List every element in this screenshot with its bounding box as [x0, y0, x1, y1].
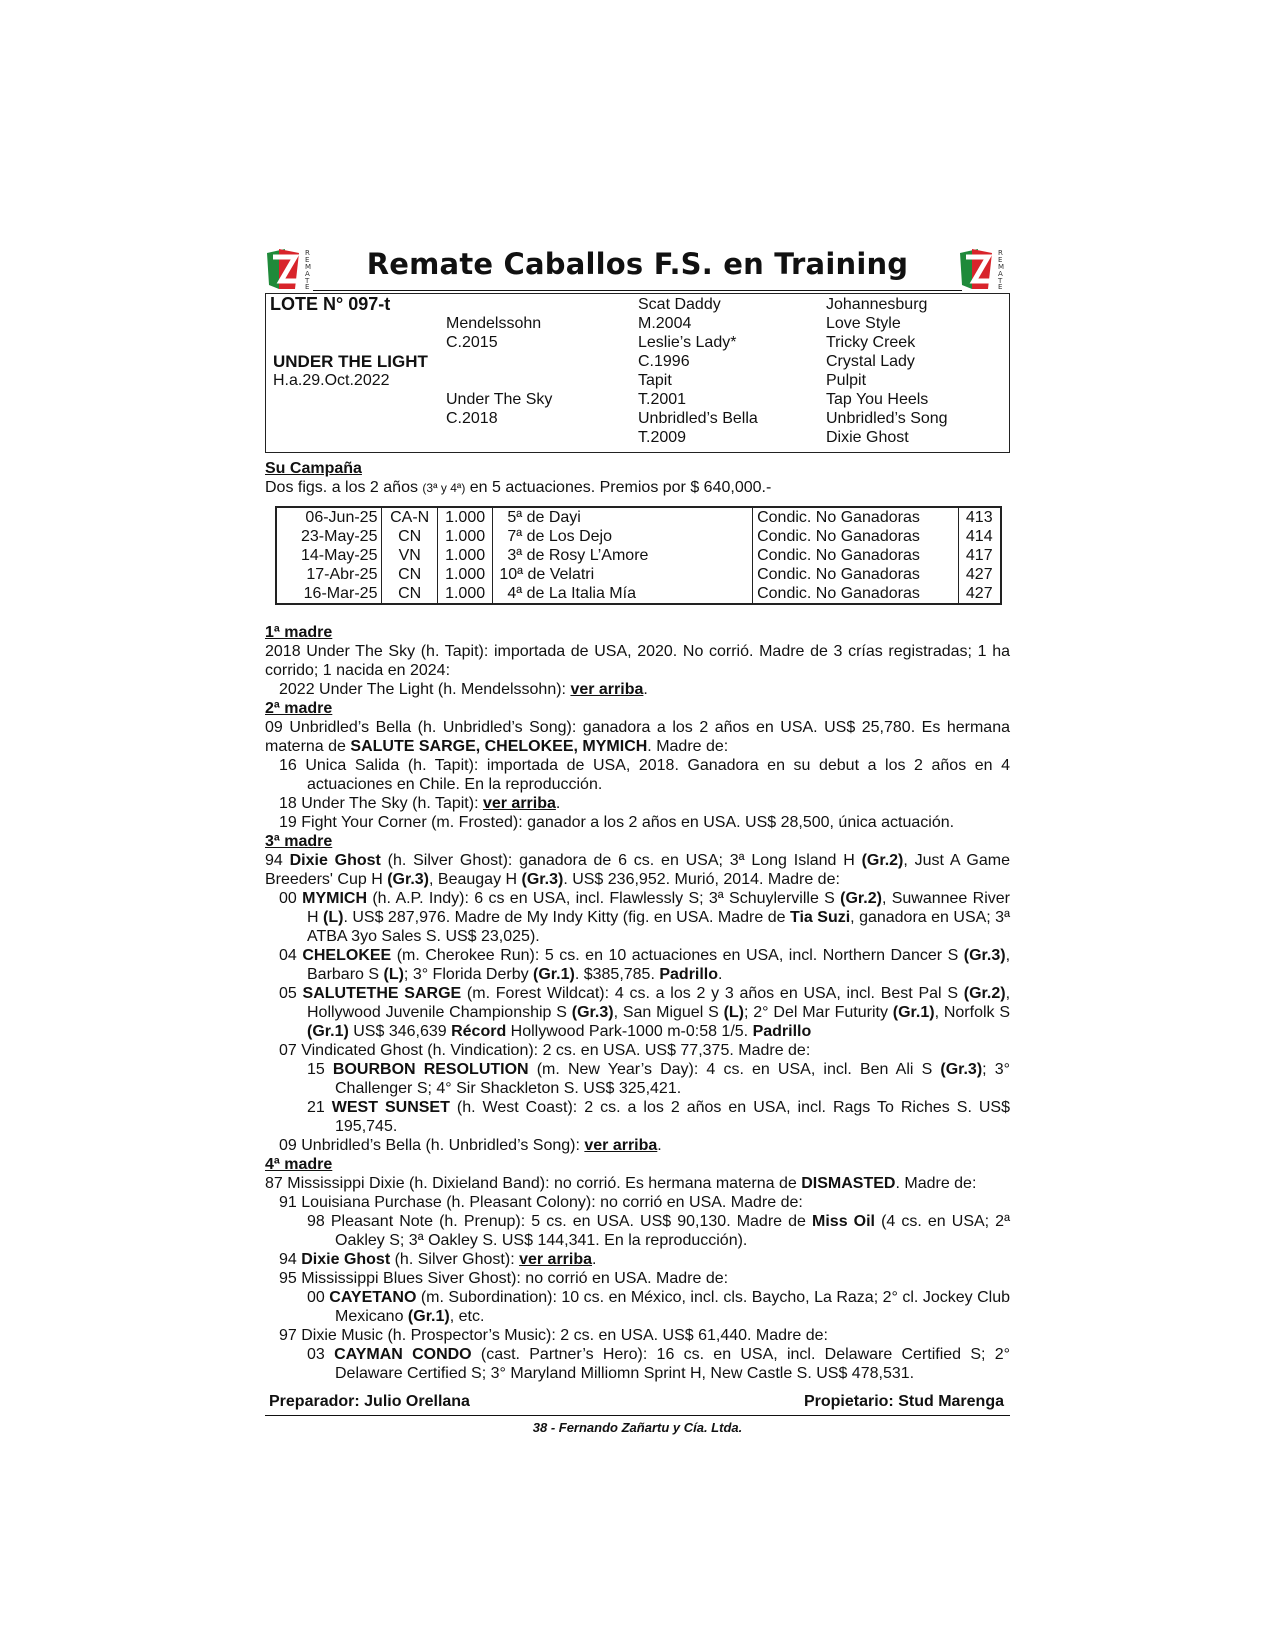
dam-name: Under The Sky [446, 391, 553, 408]
pedigree-col3-item: Tapit [638, 372, 672, 389]
horse-name: UNDER THE LIGHT [273, 352, 428, 371]
sire-info: C.2015 [446, 334, 498, 351]
trainer-label: Preparador: Julio Orellana [269, 1393, 470, 1410]
lot-number: LOTE N° 097-t [270, 294, 391, 314]
campaign-heading: Su Campaña [265, 460, 362, 477]
table-row: 14-May-25 VN 1.000 3ª de Rosy L’Amore Condic. No Ganadoras 417 [276, 546, 1001, 565]
owner-label: Propietario: Stud Marenga [803, 1393, 1004, 1410]
svg-text:T: T [998, 277, 1003, 285]
ver-arriba-link[interactable]: ver arriba [519, 1251, 593, 1268]
family-section [265, 623, 1010, 1383]
pedigree-col4-item: Dixie Ghost [826, 429, 909, 446]
svg-text:A: A [998, 270, 1003, 278]
logo-text: R [305, 249, 310, 257]
footer-divider [265, 1415, 1010, 1416]
campaign-section [265, 459, 1010, 605]
svg-text:A: A [305, 270, 310, 278]
ver-arriba-link[interactable]: ver arriba [570, 681, 644, 698]
table-row: 17-Abr-25 CN 1.000 10ª de Velatri Condic. No Ganadoras 427 [276, 565, 1001, 584]
pedigree-col4-item: Tap You Heels [826, 391, 929, 408]
third-dam-heading: 3ª madre [265, 833, 333, 850]
list-item: 95 Mississippi Blues Siver Ghost): no corrió en USA. Madre de: [279, 1270, 729, 1287]
svg-text:M: M [998, 263, 1005, 271]
list-item: 19 Fight Your Corner (m. Frosted): ganador a los 2 años en USA. US$ 28,500, única actuación. [279, 814, 955, 831]
svg-text:E: E [998, 283, 1003, 291]
list-item: 03 CAYMAN CONDO (cast. Partner’s Hero): 16 cs. en USA, incl. Delaware Certified S; 2° Delaware Certified S; 3° Maryland Milliomn Sprint H, New Castle S. US$ 478,531. [307, 1346, 1011, 1382]
page-footer: 38 - Fernando Zañartu y Cía. Ltda. [532, 1420, 743, 1435]
table-row: 06-Jun-25 CA-N 1.000 5ª de Dayi Condic. No Ganadoras 413 [276, 507, 1001, 527]
list-item: 00 CAYETANO (m. Subordination): 10 cs. en México, incl. cls. Baycho, La Raza; 2° cl. Jockey Club Mexicano (Gr.1), etc. [307, 1289, 1010, 1325]
pedigree-box [265, 293, 1010, 453]
svg-text:E: E [998, 256, 1003, 264]
sire-name: Mendelssohn [446, 315, 542, 332]
title-divider [313, 290, 962, 291]
first-dam-text: 2018 Under The Sky (h. Tapit): importada de USA, 2020. No corrió. Madre de 3 crías registradas; 1 ha corrido; 1 nacida en 2024: [265, 643, 1010, 679]
list-item: 09 Unbridled’s Bella (h. Unbridled’s Song): ver arriba. [279, 1137, 662, 1154]
list-item: 16 Unica Salida (h. Tapit): importada de USA, 2018. Ganadora en su debut a los 2 años en 4 actuaciones en Chile. En la reproducción. [279, 757, 1010, 793]
svg-text:M: M [305, 263, 312, 271]
list-item: 91 Louisiana Purchase (h. Pleasant Colony): no corrió en USA. Madre de: [279, 1194, 803, 1211]
list-item: 94 Dixie Ghost (h. Silver Ghost): ver arriba. [279, 1251, 597, 1268]
fourth-dam-heading: 4ª madre [265, 1156, 333, 1173]
first-dam-heading: 1ª madre [265, 624, 333, 641]
table-row: 16-Mar-25 CN 1.000 4ª de La Italia Mía Condic. No Ganadoras 427 [276, 584, 1001, 604]
page-header [265, 245, 1010, 293]
pedigree-col3-item: Unbridled’s Bella [638, 410, 758, 427]
list-item: 98 Pleasant Note (h. Prenup): 5 cs. en USA. US$ 90,130. Madre de Miss Oil (4 cs. en USA; 2ª Oakley S; 3ª Oakley S. US$ 144,341. En la reproducción). [307, 1213, 1011, 1249]
table-row: 23-May-25 CN 1.000 7ª de Los Dejo Condic. No Ganadoras 414 [276, 527, 1001, 546]
list-item: 2022 Under The Light (h. Mendelssohn): ver arriba. [279, 681, 648, 698]
remates-logo-icon [958, 245, 1010, 291]
svg-text:R: R [998, 249, 1003, 257]
svg-text:T: T [305, 277, 310, 285]
pedigree-col4-item: Love Style [826, 315, 901, 332]
pedigree-col3-item: T.2009 [638, 429, 687, 446]
campaign-table [275, 506, 1002, 605]
credits-row [265, 1391, 1010, 1415]
third-dam-text: 94 Dixie Ghost (h. Silver Ghost): ganadora de 6 cs. en USA; 3ª Long Island H (Gr.2), Just A Game Breeders' Cup H (Gr.3), Beaugay H (Gr.3). US$ 236,952. Murió, 2014. Madre de: [265, 852, 1011, 888]
list-item: 97 Dixie Music (h. Prospector’s Music): 2 cs. en USA. US$ 61,440. Madre de: [279, 1327, 828, 1344]
pedigree-col4-item: Pulpit [826, 372, 867, 389]
campaign-summary: Dos figs. a los 2 años (3ª y 4ª) en 5 actuaciones. Premios por $ 640,000.- [265, 479, 772, 496]
list-item: 04 CHELOKEE (m. Cherokee Run): 5 cs. en 10 actuaciones en USA, incl. Northern Dancer S (Gr.3), Barbaro S (L); 3° Florida Derby (Gr.1). $385,785. Padrillo. [279, 947, 1011, 983]
second-dam-text: 09 Unbridled’s Bella (h. Unbridled’s Song): ganadora a los 2 años en USA. US$ 25,780. Es hermana materna de SALUTE SARGE, CHELOKEE, MYMICH. Madre de: [265, 719, 1010, 755]
svg-text:E: E [305, 256, 310, 264]
fourth-dam-text: 87 Mississippi Dixie (h. Dixieland Band): no corrió. Es hermana materna de DISMASTED. Madre de: [265, 1175, 977, 1192]
ver-arriba-link[interactable]: ver arriba [584, 1137, 658, 1154]
list-item: 18 Under The Sky (h. Tapit): ver arriba. [279, 795, 561, 812]
ver-arriba-link[interactable]: ver arriba [482, 795, 556, 812]
list-item: 05 SALUTETHE SARGE (m. Forest Wildcat): 4 cs. a los 2 y 3 años en USA, incl. Best Pal S (Gr.2), Hollywood Juvenile Championship S (Gr.3), San Miguel S (L); 2° Del Mar Futurity (Gr.1), Norfolk S (Gr.1) US$ 346,639 Récord Hollywood Park-1000 m-0:58 1/5. Padrillo [279, 985, 1011, 1040]
svg-text:E: E [305, 283, 310, 291]
pedigree-col3-item: Leslie’s Lady* [638, 334, 737, 351]
page-title: Remate Caballos F.S. en Training [366, 247, 909, 281]
list-item: 00 MYMICH (h. A.P. Indy): 6 cs en USA, incl. Flawlessly S; 3ª Schuylerville S (Gr.2), Suwannee River H (L). US$ 287,976. Madre de My Indy Kitty (fig. en USA. Madre de Tia Suzi, ganadora en USA; 3ª ATBA 3yo Sales S. US$ 23,025). [279, 890, 1011, 945]
dam-info: C.2018 [446, 410, 498, 427]
pedigree-col4-item: Crystal Lady [826, 353, 915, 370]
horse-info: H.a.29.Oct.2022 [273, 372, 390, 389]
pedigree-col3-item: T.2001 [638, 391, 687, 408]
pedigree-col4-item: Tricky Creek [826, 334, 916, 351]
list-item: 15 BOURBON RESOLUTION (m. New Year’s Day): 4 cs. en USA, incl. Ben Ali S (Gr.3); 3° Challenger S; 4° Sir Shackleton S. US$ 325,421. [307, 1061, 1011, 1097]
pedigree-col4-item: Unbridled’s Song [826, 410, 948, 427]
second-dam-heading: 2ª madre [265, 700, 333, 717]
pedigree-col3-item: C.1996 [638, 353, 690, 370]
pedigree-col4-item: Johannesburg [826, 296, 928, 313]
list-item: 07 Vindicated Ghost (h. Vindication): 2 cs. en USA. US$ 77,375. Madre de: [279, 1042, 811, 1059]
pedigree-col3-item: Scat Daddy [638, 296, 721, 313]
catalog-page [265, 245, 1010, 1435]
list-item: 21 WEST SUNSET (h. West Coast): 2 cs. a los 2 años en USA, incl. Rags To Riches S. US$ 195,745. [307, 1099, 1010, 1135]
pedigree-col3-item: M.2004 [638, 315, 692, 332]
